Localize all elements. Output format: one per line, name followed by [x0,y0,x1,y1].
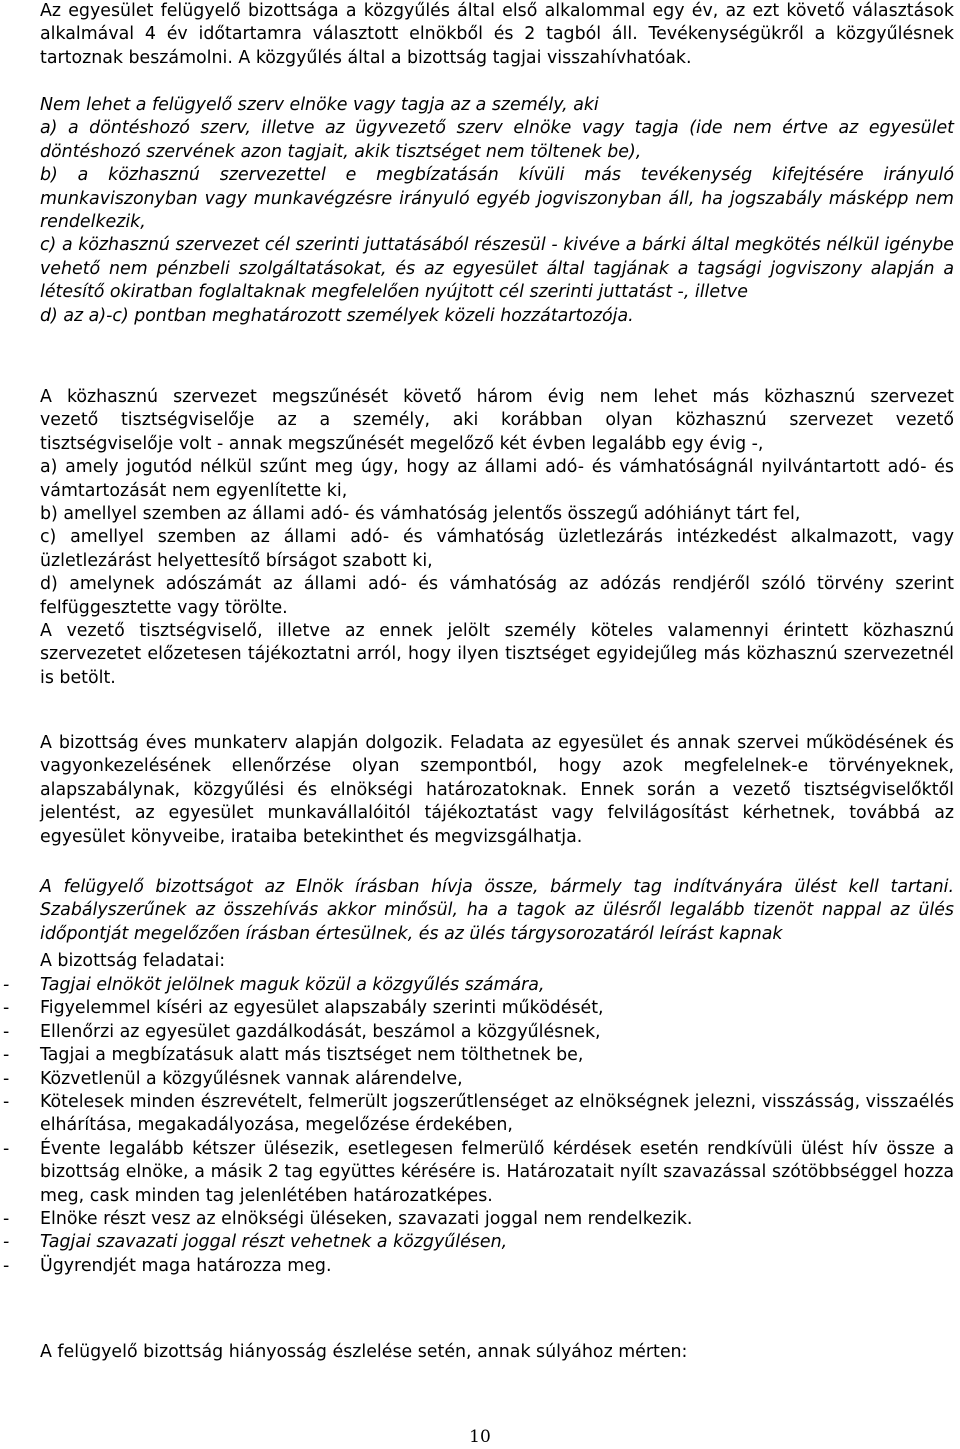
section-post-dissolution [40,386,954,690]
list-item [0,1091,954,1138]
list-item [0,997,954,1020]
ineligibility-item-a: a) a döntéshozó szerv, illetve az ügyvezető szerv elnöke vagy tagja (ide nem értve az egyesület döntéshozó szervének azon tagjait, akik tisztséget nem töltenek be), [40,118,954,162]
list-dash: - [3,1092,10,1113]
list-item [0,1208,954,1231]
list-dash: - [3,1255,10,1276]
post-dissolution-intro-line-3: tisztségviselője volt - annak megszűnését megelőző két évben legalább egy évig -, [40,433,764,454]
list-item [0,1231,954,1254]
post-dissolution-intro-line-2: vezető tisztségviselője az a személy, aki korábban olyan közhasznú szervezet vezető [40,410,954,431]
post-dissolution-item-a: a) amely jogutód nélkül szűnt meg úgy, hogy az állami adó- és vámhatóságnál nyilvántartott adó- és vámtartozását nem egyenlítette ki, [40,457,954,501]
list-dash: - [3,1068,10,1089]
post-dissolution-item-b: b) amellyel szemben az állami adó- és vámhatóság jelentős összegű adóhiányt tárt fel, [40,504,801,525]
post-dissolution-item-d: d) amelynek adószámát az állami adó- és vámhatóság az adózás rendjéről szóló törvény szerint felfüggesztette vagy törölte. [40,574,954,618]
ineligibility-item-b: b) a közhasznú szervezettel e megbízatásán kívüli más tevékenység kifejtésére irányuló munkaviszonyban vagy munkavégzésre irányuló egyéb jogviszonyban áll, ha jogszabály másképp nem rendelkezik, [40,165,954,233]
paragraph-work-plan: A bizottság éves munkaterv alapján dolgozik. Feladata az egyesület és annak szervei működésének és vagyonkezelésének ellenőrzése olyan szempontból, hogy azok megfelelnek-e törvényeknek, alapszabálynak, közgyűlési és elnökségi határozatoknak. Ennek során a vezető tisztségviselőktől jelentést, az egyesület munkavállalóitól tájékoztatást vagy felvilágosítást kérhetnek, továbbá az egyesület könyveibe, irataiba betekinthet és megvizsgálhatja. [40,733,954,847]
tasks-heading: A bizottság feladatai: [40,951,226,971]
list-item [0,974,954,997]
section-ineligibility [40,94,954,328]
list-item [0,1138,954,1208]
post-dissolution-intro-line-1: A közhasznú szervezet megszűnését követő három évig nem lehet más közhasznú szervezet [40,387,954,407]
list-item-text: Tagjai a megbízatásuk alatt más tisztséget nem tölthetnek be, [40,1045,584,1066]
list-dash: - [3,1138,10,1159]
list-item-text: Tagjai elnököt jelölnek maguk közül a közgyűlés számára, [40,975,545,995]
ineligibility-intro: Nem lehet a felügyelő szerv elnöke vagy tagja az a személy, aki [40,95,599,115]
list-item-text: Ellenőrzi az egyesület gazdálkodását, beszámol a közgyűlésnek, [40,1021,601,1042]
list-item-text: Ügyrendjét maga határozza meg. [40,1255,332,1276]
list-item-text: Évente legalább kétszer ülésezik, esetlegesen felmerülő kérdések esetén rendkívüli ülést hív össze a bizottság elnöke, a másik 2 tag együttes kérésére is. Határozatait nyílt szavazással szótöbbséggel hozza meg, cask minden tag jelenlétében határozatképes. [40,1138,954,1206]
list-item-text: Elnöke részt vesz az elnökségi üléseken, szavazati joggal nem rendelkezik. [40,1209,693,1230]
list-item [0,1255,954,1278]
paragraph-deficiency: A felügyelő bizottság hiányosság észlelése setén, annak súlyához mérten: [40,1342,688,1362]
list-dash: - [3,1045,10,1066]
page-number: 10 [469,1427,491,1447]
list-dash: - [3,1209,10,1230]
list-item [0,1021,954,1044]
list-dash: - [3,1021,10,1042]
list-item [0,1044,954,1067]
post-dissolution-notice: A vezető tisztségviselő, illetve az ennek jelölt személy köteles valamennyi érintett közhasznú szervezetet előzetesen tájékoztatni arról, hogy ilyen tisztséget egyidejűleg más közhasznú szervezetnél is betölt. [40,621,954,688]
list-item-text: Kötelesek minden észrevételt, felmerült jogszerűtlenséget az elnökségnek jelezni, visszásság, visszaélés elhárítása, megakadályozása, megelőzése érdekében, [40,1092,954,1136]
ineligibility-item-c: c) a közhasznú szervezet cél szerinti juttatásából részesül - kivéve a bárki által megkötés nélkül igénybe vehető nem pénzbeli szolgáltatásokat, és az egyesület által tagjának a tagsági jogviszony alapján a létesítő okiratban foglaltaknak megfelelően nyújtott cél szerinti juttatást -, illetve [40,235,954,303]
list-dash: - [3,998,10,1019]
list-dash: - [3,1232,10,1253]
list-item-text: Közvetlenül a közgyűlésnek vannak alárendelve, [40,1068,463,1089]
list-item-text: Figyelemmel kíséri az egyesület alapszabály szerinti működését, [40,998,604,1019]
post-dissolution-item-c: c) amellyel szemben az állami adó- és vámhatóság üzletlezárás intézkedést alkalmazott, vagy üzletlezárást helyettesítő bírságot szabott ki, [40,527,954,571]
list-item-text: Tagjai szavazati joggal részt vehetnek a közgyűlésen, [40,1232,508,1253]
tasks-list [0,974,954,1278]
paragraph-convening: A felügyelő bizottságot az Elnök írásban hívja össze, bármely tag indítványára ülést kell tartani. Szabályszerűnek az összehívás akkor minősül, ha a tagok az ülésről legalább tizenöt nappal az ülés időpontját megelőzően írásban értesülnek, és az ülés tárgysorozatáról leírást kapnak [40,877,954,944]
list-dash: - [3,975,10,995]
ineligibility-item-d: d) az a)-c) pontban meghatározott személyek közeli hozzátartozója. [40,305,634,326]
paragraph-supervisory-board-composition: Az egyesület felügyelő bizottsága a közgyűlés által első alkalommal egy év, az ezt követő választások alkalmával 4 év időtartamra választott elnökből és 2 tagból áll. Tevékenységükről a közgyűlésnek tartoznak beszámolni. A közgyűlés által a bizottság tagjai visszahívhatóak. [40,1,954,68]
list-item [0,1068,954,1091]
